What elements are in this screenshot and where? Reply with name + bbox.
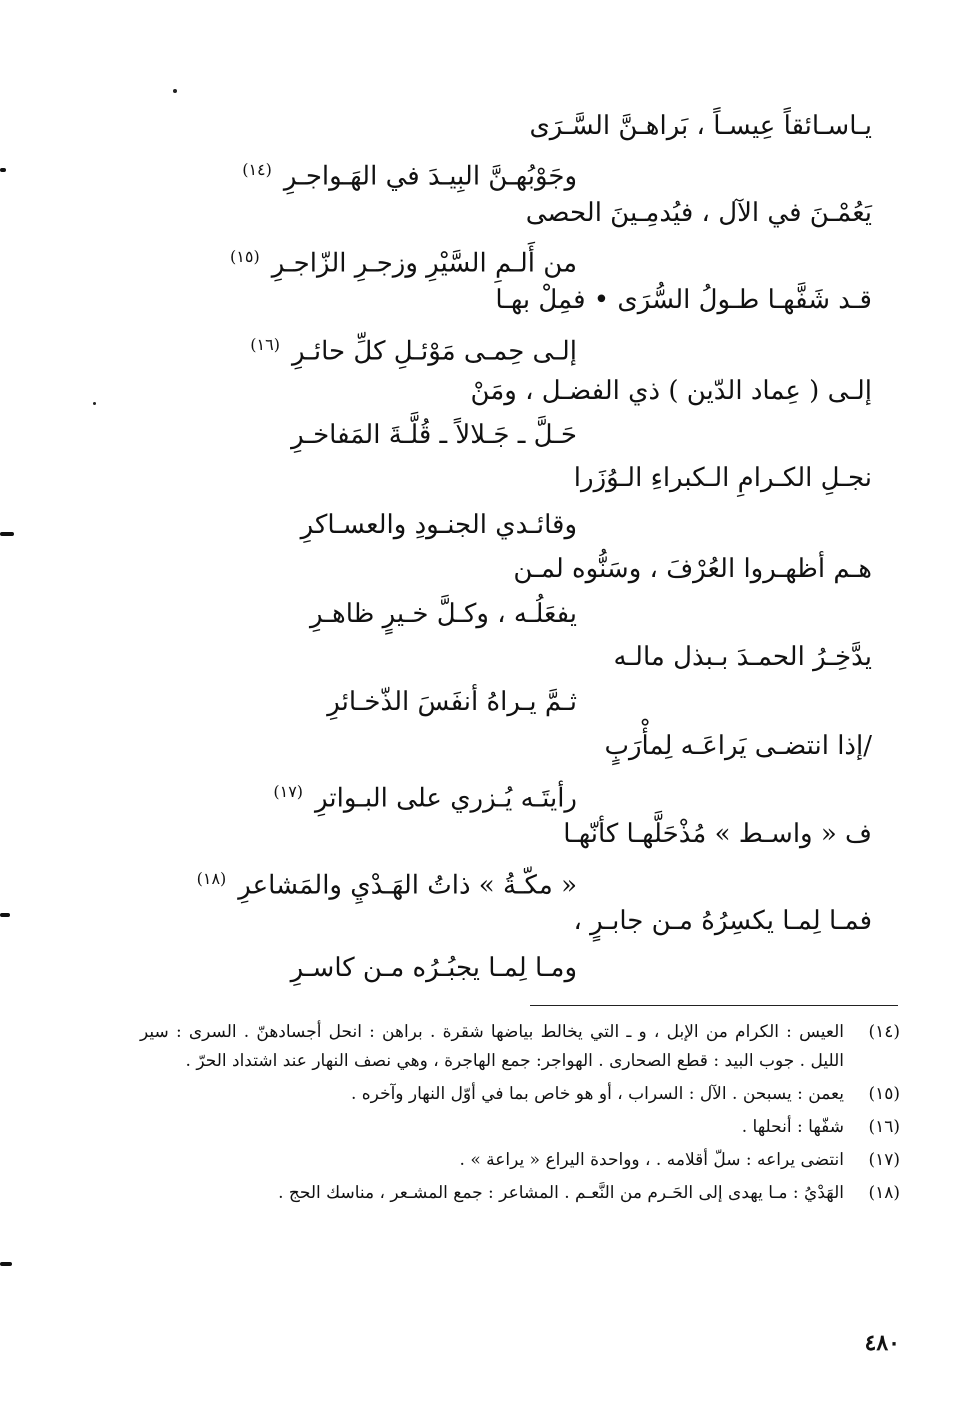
footnote-text: انتضى يراعه : سلّ أقلامه . ، وواحدة اليراع « يراعة » .	[459, 1150, 844, 1170]
verse-text: /إذا انتضـى يَراعَـه لِمأْرَبٍ	[604, 731, 872, 761]
verse-line	[529, 106, 872, 146]
scan-edge-mark	[0, 913, 10, 917]
verse-line	[301, 505, 577, 545]
footnote-number: (١٤)	[868, 1022, 900, 1042]
verse-text: رأيتَـه يُـزري على البـواترِ	[315, 783, 577, 814]
verse-text: قـد شَفَّهـا طـولُ السُّرَى • فمِلْ بهـا	[495, 285, 872, 315]
verse-text: يـاسـائقاً عِيسـاً ، بَراهـنَّ السَّـرَى	[529, 111, 872, 141]
footnote-separator	[530, 1005, 898, 1006]
page-number: ٤٨٠	[864, 1330, 900, 1356]
verse-line	[291, 415, 577, 455]
footnote-marker: (١٥)	[230, 247, 260, 266]
verse-line	[197, 859, 577, 899]
verse-text: ف « واسـط » مُذْحَلَّهـا كأنّهـا	[563, 819, 872, 849]
footnote-text: يعمن : يسبحن . الآل : السراب ، أو هو خاص بما في أوّل النهار وآخره .	[350, 1084, 844, 1104]
verse-line	[613, 637, 872, 677]
verse-line	[495, 280, 872, 320]
footnote-text: الهَدْيُ : مـا يهدى إلى الحَـرم من النَّعـم . المشاعر : جمع المشـعر ، مناسك الحج .	[278, 1183, 844, 1203]
verse-text: نجـلِ الكـرامِ الـكبراءِ الـوُزَرا	[573, 463, 872, 493]
footnote-text: العيس : الكرام من الإبل ، و ـ التي يخالط بياضها شقرة . براهن : انحل أجسادهنّ . السرى : سير الليل . جوب البيد : قطع الصحارى . الهواجر: جمع الهاجرة ، وهي نصف النهار عند اشتداد الحرّ .	[140, 1022, 844, 1071]
verse-text: فمـا لِمـا يكسِرُهُ مـن جابـرٍ ،	[573, 906, 872, 936]
verse-text: يدَّخِـرُ الحمـدَ بـبذل مالـه	[613, 642, 872, 672]
scan-speck	[173, 89, 177, 93]
verse-text: إلـى ( عِماد الدّين ) ذي الفضـل ، ومَنْ	[470, 376, 872, 406]
footnote-number: (١٧)	[868, 1150, 900, 1170]
verse-line	[310, 594, 577, 634]
verse-line	[574, 901, 873, 941]
scan-edge-mark	[0, 1262, 12, 1266]
verse-text: ثـمَّ يـراهُ أنفَسَ الذّخـائرِ	[327, 687, 577, 717]
verse-line	[273, 772, 577, 812]
verse-line	[291, 948, 577, 988]
verse-text: ومـا لِمـا يجبُـرُه مـن كاسـرِ	[290, 953, 577, 983]
verse-line	[604, 726, 872, 766]
footnote-marker: (١٨)	[196, 869, 227, 888]
footnote-number: (١٨)	[868, 1183, 900, 1203]
verse-text: إلـى حِمـى مَوْئـلِ كلِّ حائـرِ	[291, 336, 577, 367]
footnote-text: شفّها : أنحلها .	[741, 1117, 844, 1137]
verse-text: يَعُمْـنَ في الآل ، فيُدمِـينَ الحصى	[525, 198, 872, 228]
verse-line	[471, 371, 872, 411]
verse-text: حَـلَّ ـ جَـلالاً ـ قُلَّـةَ المَفاخـرِ	[291, 420, 577, 450]
footnotes	[140, 1018, 900, 1212]
verse-line	[327, 682, 577, 722]
verse-line	[526, 193, 872, 233]
scan-edge-mark	[0, 168, 6, 172]
scan-edge-mark	[0, 532, 14, 536]
verse-line	[513, 549, 872, 589]
footnote-number: (١٦)	[868, 1117, 900, 1137]
verse-line	[242, 150, 577, 190]
verse-text: من أَلـمِ السَّيْرِ وزجـرِ الزّاجـرِ	[271, 248, 577, 279]
verse-text: « مكّـةُ » ذاتُ الهَـدْيِ والمَشاعرِ	[238, 870, 577, 901]
verse-line	[574, 458, 872, 498]
verse-line	[250, 325, 577, 365]
verse-text: وجَوْبُهـنَّ البِيـدَ في الهَـواجـرِ	[283, 161, 577, 192]
verse-line	[563, 814, 872, 854]
footnote	[140, 1146, 900, 1175]
footnote-marker: (١٦)	[250, 335, 280, 354]
footnote-number: (١٥)	[868, 1084, 900, 1104]
footnote	[140, 1113, 900, 1142]
footnote-marker: (١٧)	[273, 782, 304, 801]
verse-text: وقائـدي الجنـودِ والعسـاكرِ	[300, 510, 577, 540]
verse-text: يفعَلُـه ، وكـلَّ خـيرٍ ظاهـرِ	[310, 599, 577, 629]
scan-speck	[93, 402, 96, 405]
footnote	[140, 1018, 900, 1076]
verse-text: هـم أظهـروا العُرْفَ ، وسَنُّوه لمـن	[513, 554, 872, 584]
footnote	[140, 1179, 900, 1208]
footnote-marker: (١٤)	[242, 160, 272, 179]
footnote	[140, 1080, 900, 1109]
verse-line	[230, 237, 577, 277]
